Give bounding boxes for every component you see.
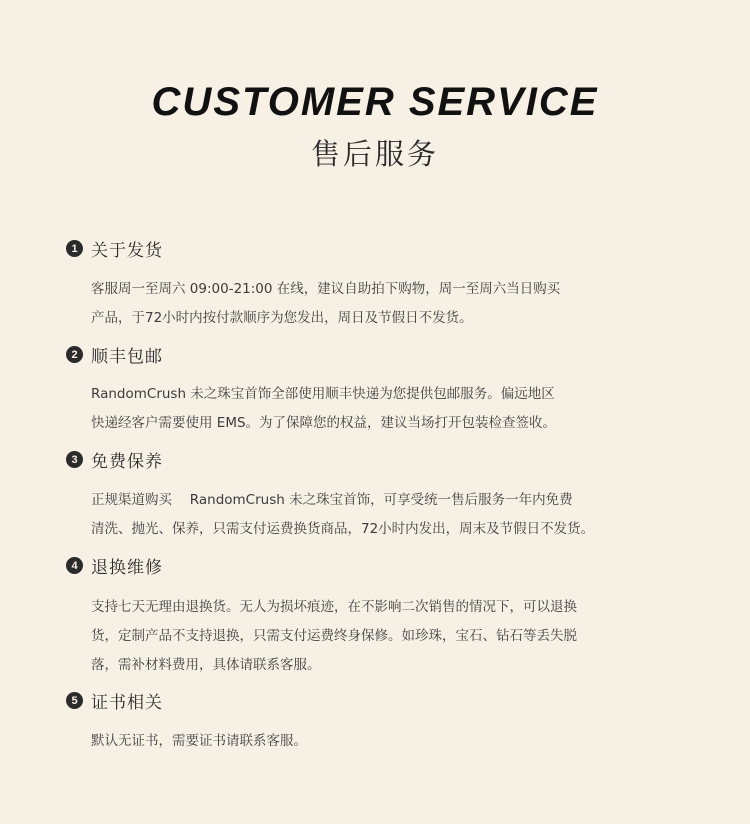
page-title-cn: 售后服务 [310, 137, 439, 171]
section-text-line: 默认无证书，需要证书请联系客服。 [91, 733, 307, 749]
section-text-line: 清洗、抛光、保养，只需支付运费换货商品，72小时内发出，周末及节假日不发货。 [91, 521, 595, 537]
section-text-line: 客服周一至周六 09:00-21:00 在线，建议自助拍下购物，周一至周六当日购买 [91, 281, 561, 297]
section-text-line: RandomCrush 未之珠宝首饰全部使用顺丰快递为您提供包邮服务。偏远地区 [91, 386, 555, 402]
section-title: 顺丰包邮 [91, 347, 163, 367]
section-heading-certificate [66, 688, 163, 713]
section-heading-shipping [66, 236, 163, 261]
section-heading-free-shipping [66, 342, 163, 367]
number-badge-icon: 5 [66, 692, 83, 709]
section-text-line: 快递经客户需要使用 EMS。为了保障您的权益，建议当场打开包装检查签收。 [91, 415, 557, 431]
section-text-line: 产品，于72小时内按付款顺序为您发出，周日及节假日不发货。 [91, 310, 473, 326]
section-text-line: 正规渠道购买 RandomCrush 未之珠宝首饰，可享受统一售后服务一年内免费 [91, 492, 573, 508]
section-title: 免费保养 [91, 452, 163, 472]
section-text-line: 支持七天无理由退换货。无人为损坏痕迹，在不影响二次销售的情况下，可以退换 [91, 599, 577, 615]
section-title: 关于发货 [91, 241, 163, 261]
section-text-line: 落，需补材料费用，具体请联系客服。 [91, 657, 321, 673]
section-text-line: 货，定制产品不支持退换，只需支付运费终身保修。如珍珠，宝石、钻石等丢失脱 [91, 628, 577, 644]
page-title-en: CUSTOMER SERVICE [151, 80, 599, 124]
number-badge-icon: 4 [66, 557, 83, 574]
section-heading-returns [66, 553, 163, 578]
number-badge-icon: 3 [66, 451, 83, 468]
section-heading-maintenance [66, 447, 163, 472]
section-title: 证书相关 [91, 693, 163, 713]
number-badge-icon: 1 [66, 240, 83, 257]
number-badge-icon: 2 [66, 346, 83, 363]
section-title: 退换维修 [91, 558, 163, 578]
